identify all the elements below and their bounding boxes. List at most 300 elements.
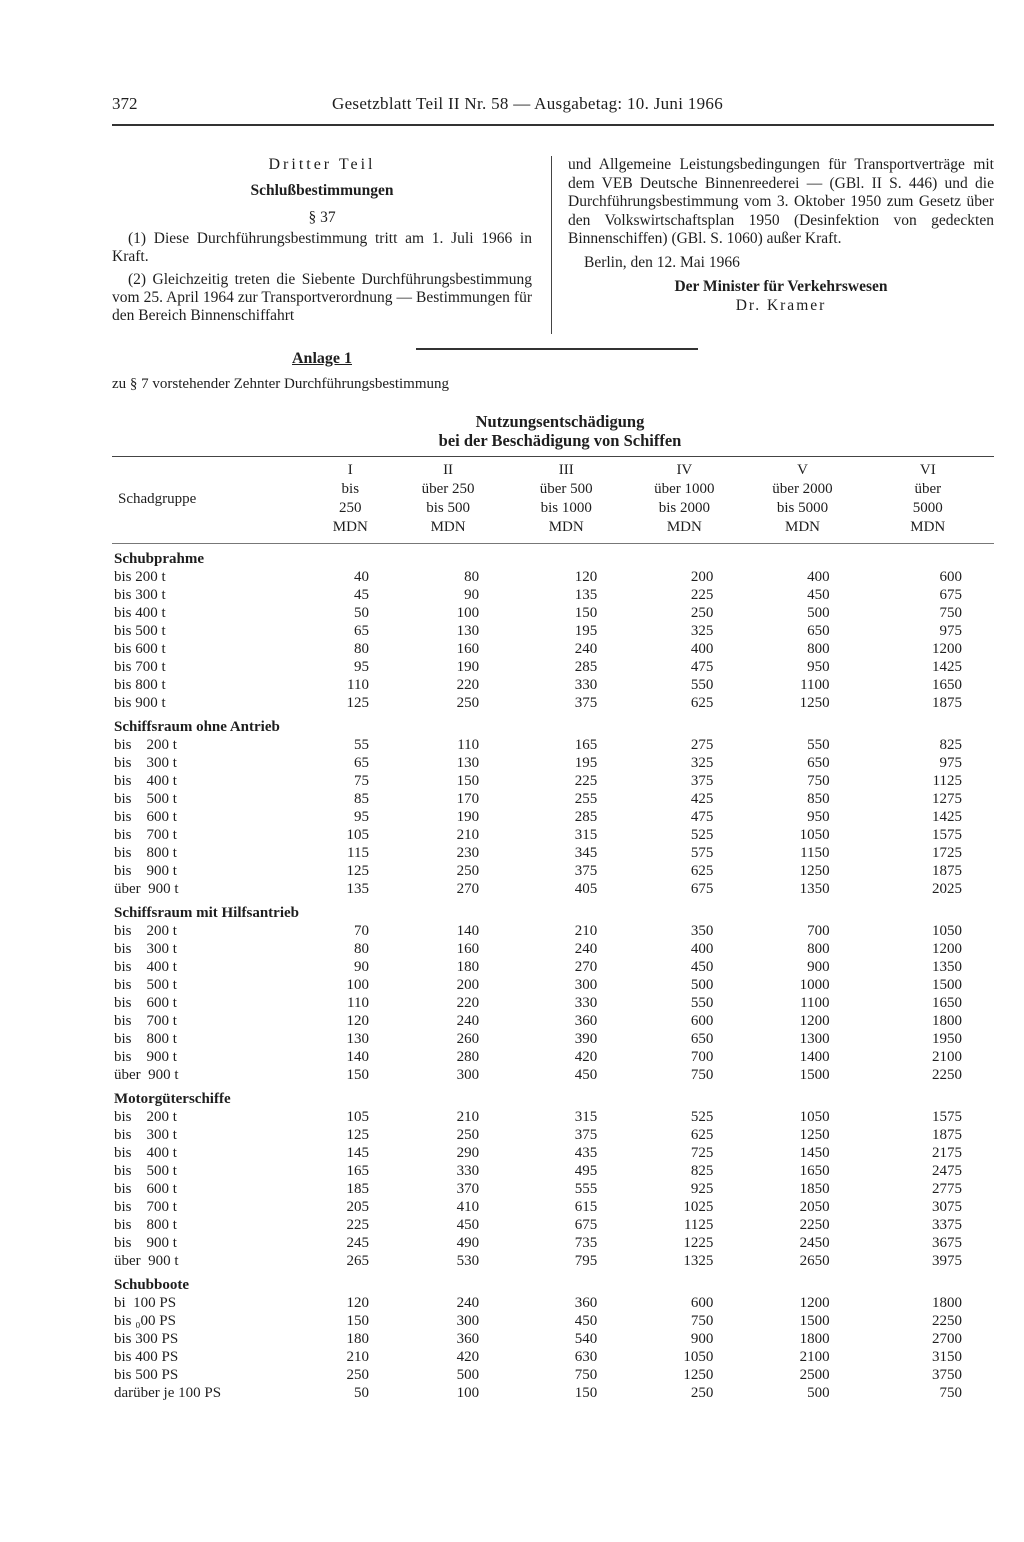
value-cell: 650 xyxy=(807,755,830,771)
value-cell: 110 xyxy=(457,737,480,753)
row-label: bis 500 PS xyxy=(114,1367,179,1383)
value-cell: 1250 xyxy=(683,1367,714,1383)
table-row xyxy=(112,1108,994,1126)
table-body xyxy=(112,544,994,1403)
value-cell: 795 xyxy=(574,1253,598,1269)
value-cell: 165 xyxy=(574,737,598,753)
value-cell: 100 xyxy=(346,977,369,993)
value-cell: 110 xyxy=(347,995,369,1011)
row-label: bis 600 t xyxy=(114,1181,177,1197)
value-cell: 675 xyxy=(939,587,962,603)
value-cell: 425 xyxy=(690,791,714,807)
table-row xyxy=(112,1366,994,1384)
value-cell: 450 xyxy=(574,1067,598,1083)
value-cell: 675 xyxy=(690,881,714,897)
table-row xyxy=(112,640,994,658)
page-header xyxy=(112,94,994,122)
value-cell: 120 xyxy=(346,1013,369,1029)
value-cell: 280 xyxy=(456,1049,480,1065)
value-cell: 825 xyxy=(690,1163,714,1179)
value-cell: 825 xyxy=(939,737,962,753)
value-cell: 45 xyxy=(354,587,369,603)
value-cell: 2025 xyxy=(932,881,962,897)
column-header-5: V über 2000 bis 5000 MDN xyxy=(772,462,833,535)
value-cell: 1800 xyxy=(932,1295,962,1311)
row-label: bis 200 t xyxy=(114,569,166,585)
value-cell: 450 xyxy=(574,1313,598,1329)
value-cell: 1025 xyxy=(683,1199,714,1215)
value-cell: 1125 xyxy=(932,773,962,789)
value-cell: 210 xyxy=(346,1349,369,1365)
value-cell: 900 xyxy=(690,1331,714,1347)
value-cell: 900 xyxy=(807,959,830,975)
value-cell: 1500 xyxy=(799,1313,830,1329)
value-cell: 330 xyxy=(574,677,598,693)
value-cell: 130 xyxy=(346,1031,369,1047)
table-row xyxy=(112,1048,994,1066)
value-cell: 50 xyxy=(354,605,369,621)
value-cell: 2050 xyxy=(799,1199,830,1215)
value-cell: 1250 xyxy=(799,863,830,879)
value-cell: 500 xyxy=(807,1385,830,1401)
value-cell: 250 xyxy=(346,1367,369,1383)
row-label: bi 100 PS xyxy=(114,1295,177,1311)
value-cell: 850 xyxy=(807,791,830,807)
row-label: bis 400 t xyxy=(114,1145,177,1161)
value-cell: 1725 xyxy=(932,845,962,861)
value-cell: 625 xyxy=(690,863,714,879)
value-cell: 555 xyxy=(574,1181,598,1197)
value-cell: 65 xyxy=(354,755,369,771)
group-heading: Schubprahme xyxy=(114,551,205,567)
value-cell: 1875 xyxy=(932,695,962,711)
value-cell: 420 xyxy=(574,1049,598,1065)
value-cell: 1200 xyxy=(799,1295,830,1311)
table-row xyxy=(112,1384,994,1402)
value-cell: 285 xyxy=(574,809,598,825)
table-row xyxy=(112,586,994,604)
row-label: bis 600 t xyxy=(114,995,177,1011)
value-cell: 100 xyxy=(456,1385,480,1401)
value-cell: 1225 xyxy=(683,1235,714,1251)
value-cell: 1250 xyxy=(799,1127,830,1143)
column-header-2: II über 250 bis 500 MDN xyxy=(421,462,475,535)
table-row xyxy=(112,1162,994,1180)
table-row xyxy=(112,922,994,940)
value-cell: 495 xyxy=(574,1163,598,1179)
value-cell: 1100 xyxy=(800,995,830,1011)
table-row xyxy=(112,844,994,862)
table-row xyxy=(112,1330,994,1348)
row-label: darüber je 100 PS xyxy=(114,1385,222,1401)
table-row xyxy=(112,940,994,958)
value-cell: 210 xyxy=(574,923,598,939)
left-column xyxy=(112,156,532,325)
table-row xyxy=(112,1126,994,1144)
row-label: bis 200 t xyxy=(114,737,177,753)
value-cell: 250 xyxy=(456,863,480,879)
running-title: Gesetzblatt Teil II Nr. 58 — Ausgabetag: 10. Juni 1966 xyxy=(332,94,723,113)
value-cell: 140 xyxy=(456,923,480,939)
group-row xyxy=(112,1270,994,1294)
value-cell: 180 xyxy=(346,1331,369,1347)
value-cell: 180 xyxy=(456,959,480,975)
row-label: bis 700 t xyxy=(114,659,166,675)
table-row xyxy=(112,1234,994,1252)
row-label: über 900 t xyxy=(114,1067,179,1083)
value-cell: 2100 xyxy=(932,1049,962,1065)
value-cell: 1050 xyxy=(799,1109,830,1125)
row-label: bis 900 t xyxy=(114,695,166,711)
value-cell: 3675 xyxy=(932,1235,962,1251)
row-label: bis 900 t xyxy=(114,863,177,879)
paragraph-2: (2) Gleichzeitig treten die Siebente Durchführungsbestimmung vom 25. April 1964 zur Transportverordnung — Bestimmungen für den Bereich Binnenschiffahrt xyxy=(112,271,532,324)
value-cell: 800 xyxy=(807,941,830,957)
value-cell: 1650 xyxy=(799,1163,830,1179)
column-header-1: I bis 250 MDN xyxy=(332,462,368,535)
value-cell: 220 xyxy=(456,677,480,693)
value-cell: 130 xyxy=(456,623,480,639)
value-cell: 1350 xyxy=(799,881,830,897)
value-cell: 1150 xyxy=(800,845,830,861)
group-heading: Schubboote xyxy=(114,1277,190,1293)
value-cell: 1425 xyxy=(932,659,962,675)
table-row xyxy=(112,1312,994,1330)
row-label: bis 800 t xyxy=(114,1031,177,1047)
value-cell: 1650 xyxy=(932,677,962,693)
value-cell: 540 xyxy=(574,1331,598,1347)
value-cell: 1050 xyxy=(683,1349,714,1365)
value-cell: 2700 xyxy=(932,1331,962,1347)
table-row xyxy=(112,1030,994,1048)
value-cell: 650 xyxy=(690,1031,714,1047)
row-label: bis 500 t xyxy=(114,791,177,807)
part-title: Dritter Teil xyxy=(268,156,376,173)
section-heading: Schlußbestimmungen xyxy=(250,182,394,199)
value-cell: 1425 xyxy=(932,809,962,825)
value-cell: 1300 xyxy=(799,1031,830,1047)
value-cell: 575 xyxy=(690,845,714,861)
value-cell: 110 xyxy=(347,677,369,693)
value-cell: 750 xyxy=(939,1385,962,1401)
value-cell: 170 xyxy=(456,791,480,807)
value-cell: 950 xyxy=(807,659,830,675)
value-cell: 240 xyxy=(574,941,598,957)
row-label: bis ₀00 PS xyxy=(114,1313,176,1329)
value-cell: 255 xyxy=(574,791,598,807)
table-row xyxy=(112,1066,994,1084)
value-cell: 1050 xyxy=(932,923,962,939)
value-cell: 1650 xyxy=(932,995,962,1011)
value-cell: 200 xyxy=(456,977,480,993)
value-cell: 525 xyxy=(690,1109,714,1125)
value-cell: 3975 xyxy=(932,1253,962,1269)
value-cell: 160 xyxy=(456,941,480,957)
row-label: bis 300 t xyxy=(114,1127,177,1143)
column-header-6: VI über 5000 MDN xyxy=(910,462,946,535)
value-cell: 750 xyxy=(939,605,962,621)
value-cell: 1950 xyxy=(932,1031,962,1047)
value-cell: 225 xyxy=(690,587,714,603)
value-cell: 700 xyxy=(807,923,830,939)
value-cell: 450 xyxy=(456,1217,480,1233)
value-cell: 300 xyxy=(456,1067,480,1083)
value-cell: 1050 xyxy=(799,827,830,843)
value-cell: 80 xyxy=(354,941,369,957)
value-cell: 475 xyxy=(690,659,714,675)
value-cell: 2250 xyxy=(932,1067,962,1083)
table-row xyxy=(112,604,994,622)
table-row xyxy=(112,772,994,790)
value-cell: 185 xyxy=(346,1181,369,1197)
value-cell: 1275 xyxy=(932,791,962,807)
value-cell: 410 xyxy=(456,1199,480,1215)
value-cell: 2100 xyxy=(799,1349,830,1365)
table-row xyxy=(112,1216,994,1234)
value-cell: 1850 xyxy=(799,1181,830,1197)
value-cell: 105 xyxy=(346,827,369,843)
table-header-row xyxy=(112,457,994,544)
table-row xyxy=(112,736,994,754)
value-cell: 250 xyxy=(690,1385,714,1401)
value-cell: 360 xyxy=(456,1331,480,1347)
value-cell: 625 xyxy=(690,1127,714,1143)
compensation-table xyxy=(112,456,994,1402)
value-cell: 3075 xyxy=(932,1199,962,1215)
value-cell: 750 xyxy=(690,1313,714,1329)
value-cell: 1200 xyxy=(799,1013,830,1029)
value-cell: 50 xyxy=(354,1385,369,1401)
value-cell: 1500 xyxy=(932,977,962,993)
table-row xyxy=(112,658,994,676)
table-row xyxy=(112,1144,994,1162)
value-cell: 360 xyxy=(574,1295,598,1311)
row-label: bis 200 t xyxy=(114,1109,177,1125)
value-cell: 500 xyxy=(456,1367,480,1383)
value-cell: 245 xyxy=(346,1235,369,1251)
table-row xyxy=(112,826,994,844)
table-row xyxy=(112,754,994,772)
value-cell: 3750 xyxy=(932,1367,962,1383)
value-cell: 1250 xyxy=(799,695,830,711)
group-row xyxy=(112,544,994,569)
value-cell: 2775 xyxy=(932,1181,962,1197)
value-cell: 420 xyxy=(456,1349,480,1365)
row-label: bis 400 t xyxy=(114,959,177,975)
row-label: bis 300 PS xyxy=(114,1331,179,1347)
value-cell: 375 xyxy=(574,695,598,711)
row-label: bis 900 t xyxy=(114,1049,177,1065)
value-cell: 75 xyxy=(354,773,369,789)
value-cell: 135 xyxy=(574,587,598,603)
value-cell: 700 xyxy=(690,1049,714,1065)
value-cell: 475 xyxy=(690,809,714,825)
value-cell: 150 xyxy=(346,1313,369,1329)
value-cell: 95 xyxy=(354,659,369,675)
value-cell: 1450 xyxy=(799,1145,830,1161)
table-title-line-2: bei der Beschädigung von Schiffen xyxy=(438,431,682,450)
value-cell: 500 xyxy=(690,977,714,993)
value-cell: 250 xyxy=(456,695,480,711)
value-cell: 105 xyxy=(346,1109,369,1125)
value-cell: 400 xyxy=(690,641,714,657)
value-cell: 375 xyxy=(574,1127,598,1143)
value-cell: 300 xyxy=(574,977,598,993)
row-label: bis 500 t xyxy=(114,1163,177,1179)
value-cell: 225 xyxy=(346,1217,369,1233)
signer-title: Der Minister für Verkehrswesen xyxy=(674,278,888,295)
annex-title: Anlage 1 xyxy=(292,350,352,367)
paragraph-sign: § 37 xyxy=(308,209,336,226)
value-cell: 120 xyxy=(574,569,598,585)
value-cell: 450 xyxy=(807,587,830,603)
row-label: bis 400 t xyxy=(114,773,177,789)
value-cell: 625 xyxy=(690,695,714,711)
table-row xyxy=(112,1012,994,1030)
column-header-4: IV über 1000 bis 2000 MDN xyxy=(654,462,715,535)
value-cell: 1200 xyxy=(932,941,962,957)
value-cell: 500 xyxy=(807,605,830,621)
row-label: bis 800 t xyxy=(114,1217,177,1233)
value-cell: 195 xyxy=(574,755,598,771)
value-cell: 1325 xyxy=(683,1253,714,1269)
value-cell: 220 xyxy=(456,995,480,1011)
value-cell: 525 xyxy=(690,827,714,843)
value-cell: 650 xyxy=(807,623,830,639)
value-cell: 85 xyxy=(354,791,369,807)
annex-subtitle: zu § 7 vorstehender Zehnter Durchführungsbestimmung xyxy=(112,376,449,392)
value-cell: 1875 xyxy=(932,863,962,879)
value-cell: 1400 xyxy=(799,1049,830,1065)
table-row xyxy=(112,994,994,1012)
value-cell: 325 xyxy=(690,755,714,771)
value-cell: 300 xyxy=(456,1313,480,1329)
table-title xyxy=(360,412,760,450)
row-label: bis 700 t xyxy=(114,1013,177,1029)
value-cell: 290 xyxy=(456,1145,480,1161)
value-cell: 750 xyxy=(574,1367,598,1383)
row-label: bis 300 t xyxy=(114,755,177,771)
value-cell: 190 xyxy=(456,809,480,825)
row-label: über 900 t xyxy=(114,1253,179,1269)
row-label: bis 800 t xyxy=(114,677,166,693)
value-cell: 1125 xyxy=(683,1217,714,1233)
value-cell: 390 xyxy=(574,1031,598,1047)
value-cell: 550 xyxy=(690,995,714,1011)
table-row xyxy=(112,808,994,826)
table-row xyxy=(112,976,994,994)
value-cell: 490 xyxy=(456,1235,480,1251)
value-cell: 600 xyxy=(939,569,962,585)
value-cell: 1000 xyxy=(799,977,830,993)
value-cell: 130 xyxy=(456,755,480,771)
table-row xyxy=(112,790,994,808)
value-cell: 2475 xyxy=(932,1163,962,1179)
table-row xyxy=(112,958,994,976)
value-cell: 615 xyxy=(574,1199,598,1215)
row-label: bis 300 t xyxy=(114,941,177,957)
table-row xyxy=(112,622,994,640)
group-row xyxy=(112,712,994,736)
value-cell: 375 xyxy=(574,863,598,879)
value-cell: 80 xyxy=(354,641,369,657)
row-header: Schadgruppe xyxy=(118,490,197,507)
value-cell: 150 xyxy=(346,1067,369,1083)
value-cell: 1200 xyxy=(932,641,962,657)
value-cell: 205 xyxy=(346,1199,369,1215)
row-label: bis 700 t xyxy=(114,827,177,843)
value-cell: 600 xyxy=(690,1295,714,1311)
page-number: 372 xyxy=(112,94,138,113)
value-cell: 600 xyxy=(690,1013,714,1029)
value-cell: 2450 xyxy=(799,1235,830,1251)
value-cell: 140 xyxy=(346,1049,369,1065)
value-cell: 360 xyxy=(574,1013,598,1029)
value-cell: 405 xyxy=(574,881,598,897)
value-cell: 630 xyxy=(574,1349,598,1365)
value-cell: 975 xyxy=(939,623,962,639)
value-cell: 150 xyxy=(574,1385,598,1401)
group-heading: Motorgüterschiffe xyxy=(114,1091,231,1107)
value-cell: 240 xyxy=(456,1013,480,1029)
value-cell: 735 xyxy=(574,1235,598,1251)
paragraph-continuation: und Allgemeine Leistungsbedingungen für Transportverträge mit dem VEB Deutsche Binnenreederei — (GBl. II S. 446) und die Durchführungsbestimmung vom 3. Oktober 1950 zum Gesetz über den Volkswirtschaftsplan 1950 (Desinfektion von gedeckten Binnenschiffen) (GBl. S. 1060) außer Kraft. xyxy=(568,156,994,247)
value-cell: 975 xyxy=(939,755,962,771)
table-row xyxy=(112,568,994,586)
value-cell: 2250 xyxy=(799,1217,830,1233)
value-cell: 1875 xyxy=(932,1127,962,1143)
value-cell: 2250 xyxy=(932,1313,962,1329)
value-cell: 725 xyxy=(690,1145,714,1161)
value-cell: 2650 xyxy=(799,1253,830,1269)
value-cell: 315 xyxy=(574,827,598,843)
value-cell: 210 xyxy=(456,827,480,843)
value-cell: 160 xyxy=(456,641,480,657)
value-cell: 135 xyxy=(346,881,369,897)
value-cell: 270 xyxy=(456,881,480,897)
value-cell: 70 xyxy=(354,923,369,939)
value-cell: 325 xyxy=(690,623,714,639)
value-cell: 2500 xyxy=(799,1367,830,1383)
row-label: bis 900 t xyxy=(114,1235,177,1251)
value-cell: 90 xyxy=(354,959,369,975)
value-cell: 240 xyxy=(456,1295,480,1311)
value-cell: 1800 xyxy=(932,1013,962,1029)
value-cell: 400 xyxy=(807,569,830,585)
value-cell: 675 xyxy=(574,1217,598,1233)
value-cell: 230 xyxy=(456,845,480,861)
value-cell: 550 xyxy=(807,737,830,753)
row-label: bis 300 t xyxy=(114,587,166,603)
value-cell: 250 xyxy=(456,1127,480,1143)
row-label: bis 500 t xyxy=(114,977,177,993)
row-label: bis 400 PS xyxy=(114,1349,179,1365)
value-cell: 265 xyxy=(346,1253,369,1269)
place-date: Berlin, den 12. Mai 1966 xyxy=(584,253,740,271)
annex-block xyxy=(112,350,532,393)
table-row xyxy=(112,1252,994,1270)
value-cell: 150 xyxy=(574,605,598,621)
row-label: bis 200 t xyxy=(114,923,177,939)
signer-name: Dr. Kramer xyxy=(735,296,827,314)
value-cell: 345 xyxy=(574,845,598,861)
value-cell: 400 xyxy=(690,941,714,957)
value-cell: 2175 xyxy=(932,1145,962,1161)
row-label: bis 400 t xyxy=(114,605,166,621)
value-cell: 1100 xyxy=(800,677,830,693)
value-cell: 275 xyxy=(690,737,714,753)
right-column xyxy=(568,156,994,315)
